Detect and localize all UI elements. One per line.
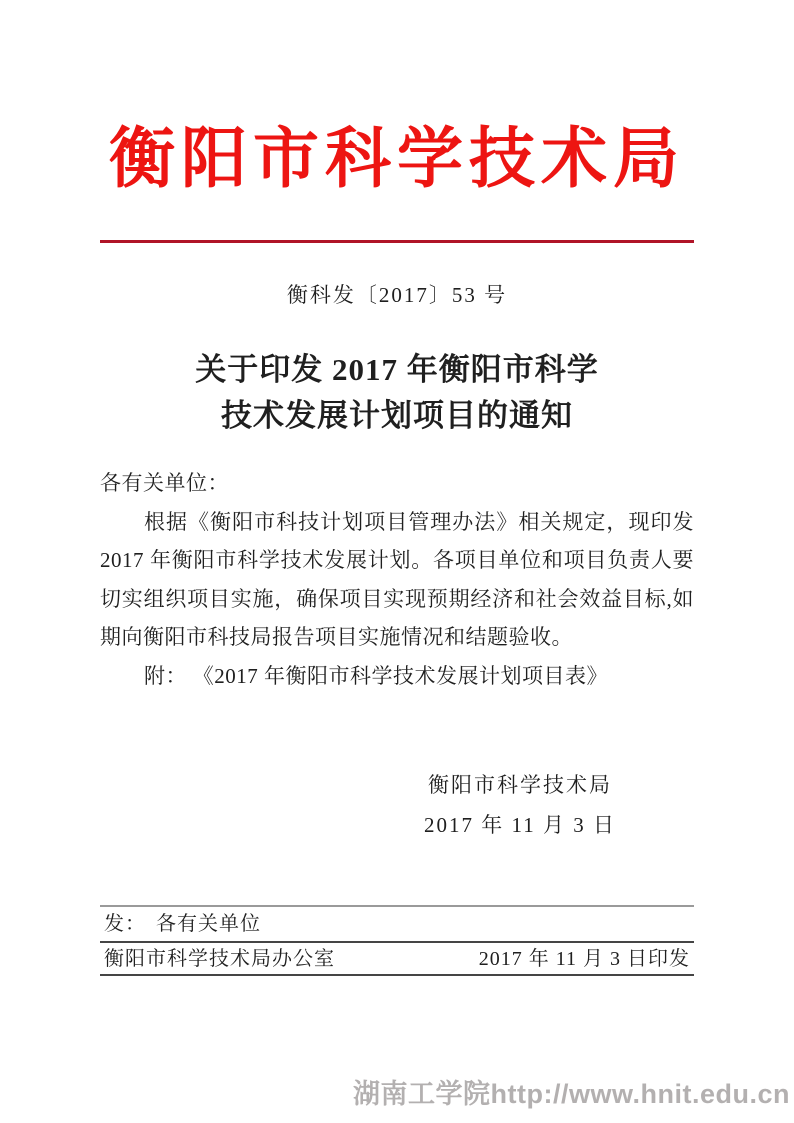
body-line: 切实组织项目实施，确保项目实现预期经济和社会效益目标,如: [100, 586, 694, 611]
signature-block: [380, 772, 660, 838]
issuing-office: 衡阳市科学技术局办公室: [104, 948, 335, 970]
document-number: 衡科发〔2017〕53 号: [286, 283, 508, 307]
document-title-line2: 技术发展计划项目的通知: [221, 398, 573, 433]
document-title-line1: 关于印发 2017 年衡阳市科学: [195, 352, 599, 387]
print-date: 2017 年 11 月 3 日印发: [478, 948, 690, 970]
body-line: 期向衡阳市科技局报告项目实施情况和结题验收。: [100, 625, 573, 649]
body-line: 2017 年衡阳市科学技术发展计划。各项目单位和项目负责人要: [100, 548, 694, 572]
document-body: [100, 464, 694, 695]
attachment-line: 附： 《2017 年衡阳市科学技术发展计划项目表》: [144, 663, 608, 688]
document-footer: [100, 905, 694, 976]
distribution-row: [100, 905, 694, 943]
salutation: 各有关单位：: [100, 471, 229, 495]
body-line: 根据《衡阳市科技计划项目管理办法》相关规定，现印发: [144, 509, 694, 534]
signature-org: 衡阳市科学技术局: [428, 773, 612, 797]
distribution-label: 发：: [104, 913, 146, 935]
issuing-row: [100, 943, 694, 976]
agency-name-header: 衡阳市科学技术局: [109, 123, 685, 196]
header-divider-line: [100, 240, 694, 243]
distribution-value: 各有关单位: [156, 913, 261, 935]
signature-date: 2017 年 11 月 3 日: [424, 813, 616, 837]
watermark-text: 湖南工学院http://www.hnit.edu.cn: [353, 1079, 790, 1109]
document-title: [0, 347, 794, 439]
